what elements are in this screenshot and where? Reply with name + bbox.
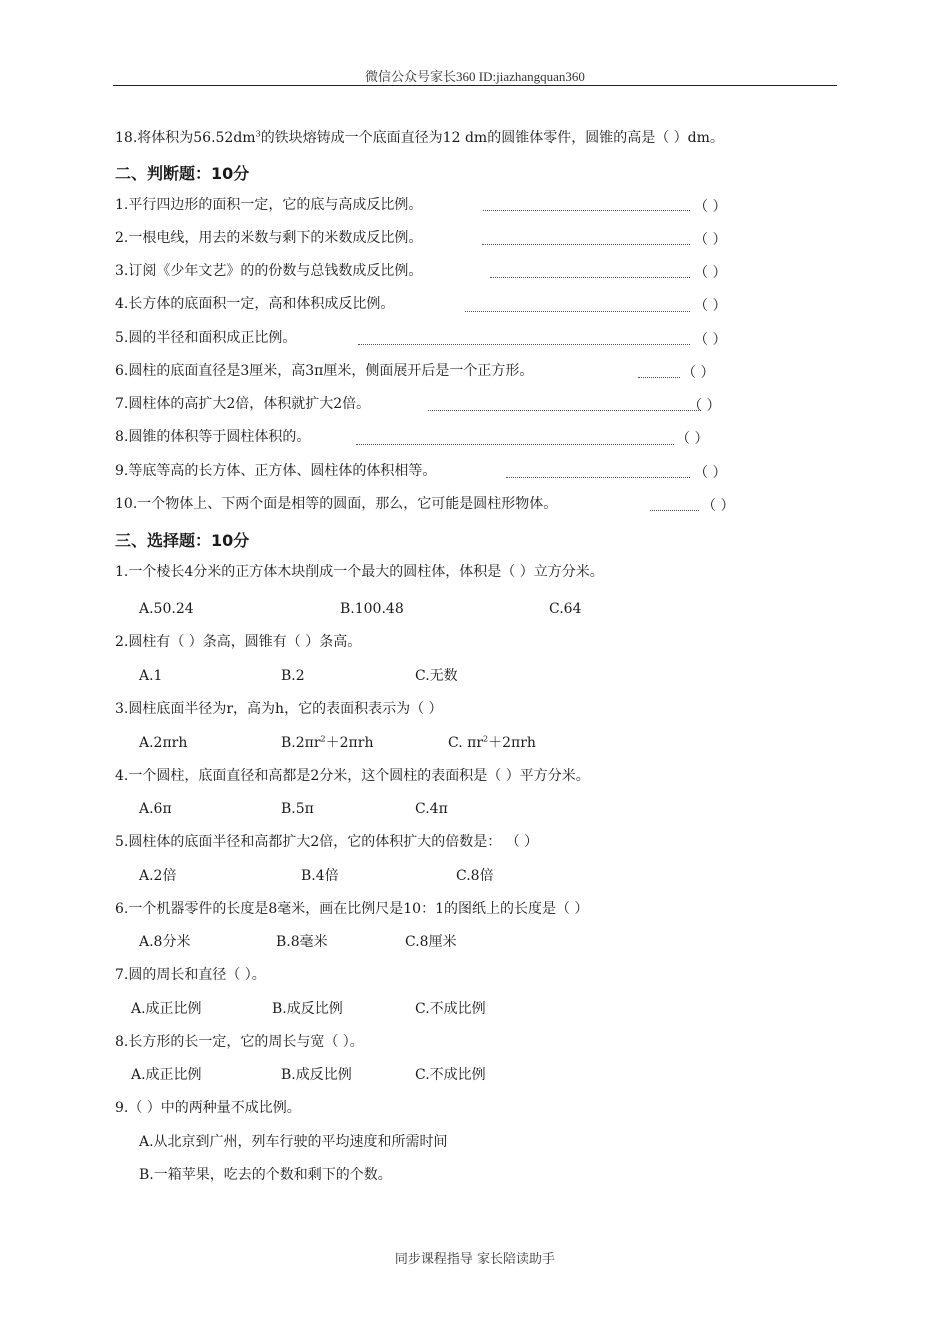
page-footer: 同步课程指导 家长陪读助手 (394, 1252, 556, 1267)
choice-question-6: 6.一个机器零件的长度是8毫米，画在比例尺是10：1的图纸上的长度是（ ） (115, 901, 589, 917)
choice-question-4: 4.一个圆柱，底面直径和高都是2分米，这个圆柱的表面积是（ ）平方分米。 (115, 768, 590, 784)
judge-paren-3[interactable]: （ ） (694, 265, 727, 281)
answer-line-9 (506, 477, 690, 478)
square-superscript-c: 2 (483, 734, 489, 744)
choice-2-option-b[interactable]: B.2 (281, 668, 305, 684)
choice-8-option-b[interactable]: B.成反比例 (281, 1067, 352, 1083)
judge-item-1: 1.平行四边形的面积一定，它的底与高成反比例。 (115, 197, 423, 213)
choice-8-option-c[interactable]: C.不成比例 (415, 1067, 486, 1083)
choice-7-option-b[interactable]: B.成反比例 (272, 1001, 343, 1017)
choice-question-8: 8.长方形的长一定，它的周长与宽（ ）。 (115, 1034, 364, 1050)
judge-item-9: 9.等底等高的长方体、正方体、圆柱体的体积相等。 (115, 463, 437, 479)
choice-8-option-a[interactable]: A.成正比例 (131, 1067, 202, 1083)
choice-7-option-c[interactable]: C.不成比例 (415, 1001, 486, 1017)
judge-item-4: 4.长方体的底面积一定，高和体积成反比例。 (115, 296, 395, 312)
choice-3-option-a[interactable]: A.2πrh (139, 735, 188, 751)
judge-item-6: 6.圆柱的底面直径是3厘米，高3π厘米，侧面展开后是一个正方形。 (115, 363, 534, 379)
judge-item-7: 7.圆柱体的高扩大2倍，体积就扩大2倍。 (115, 396, 371, 412)
choice-4-option-c[interactable]: C.4π (415, 801, 448, 817)
answer-line-8 (356, 444, 674, 445)
choice-5-option-b[interactable]: B.4倍 (301, 868, 339, 884)
answer-line-10 (650, 510, 699, 511)
judge-item-8: 8.圆锥的体积等于圆柱体积的。 (115, 429, 311, 445)
page-header: 微信公众号家长360 ID:jiazhangquan360 (365, 69, 585, 84)
question-18 (115, 129, 724, 147)
judge-item-10: 10.一个物体上、下两个面是相等的圆面，那么，它可能是圆柱形物体。 (115, 496, 558, 512)
answer-line-3 (490, 277, 690, 278)
choice-9-option-a[interactable]: A.从北京到广州，列车行驶的平均速度和所需时间 (139, 1134, 448, 1150)
judge-paren-6[interactable]: （ ） (682, 365, 715, 381)
choice-6-option-b[interactable]: B.8毫米 (276, 934, 328, 950)
answer-line-1 (483, 210, 690, 211)
choice-question-7: 7.圆的周长和直径（ ）。 (115, 967, 266, 983)
choice-3-option-c[interactable] (448, 734, 536, 752)
square-superscript-b: 2 (320, 734, 326, 744)
choice-question-2: 2.圆柱有（ ）条高，圆锥有（ ）条高。 (115, 634, 362, 650)
choice-question-9: 9.（ ）中的两种量不成比例。 (115, 1100, 301, 1116)
choice-1-option-a[interactable]: A.50.24 (139, 601, 194, 617)
judge-paren-7[interactable]: （ ） (688, 398, 721, 414)
answer-line-6 (638, 377, 680, 378)
choice-1-option-c[interactable]: C.64 (549, 601, 582, 617)
choice-2-option-a[interactable]: A.1 (139, 668, 163, 684)
choice-6-option-c[interactable]: C.8厘米 (405, 934, 457, 950)
choice-6-option-a[interactable]: A.8分米 (139, 934, 191, 950)
judge-paren-8[interactable]: （ ） (676, 431, 709, 447)
question-18-post: 的铁块熔铸成一个底面直径为12 dm的圆锥体零件，圆锥的高是（ ）dm。 (260, 130, 724, 146)
judge-paren-5[interactable]: （ ） (694, 332, 727, 348)
choice-3-option-c-post: ＋2πrh (488, 735, 536, 751)
choice-question-5: 5.圆柱体的底面半径和高都扩大2倍，它的体积扩大的倍数是： （ ） (115, 834, 539, 850)
choice-3-option-b-pre: B.2πr (281, 735, 321, 751)
judge-paren-2[interactable]: （ ） (694, 232, 727, 248)
judge-item-3: 3.订阅《少年文艺》的的份数与总钱数成反比例。 (115, 263, 423, 279)
question-18-pre: 18.将体积为56.52dm (115, 130, 256, 146)
cube-superscript: 3 (255, 129, 261, 139)
judge-paren-4[interactable]: （ ） (694, 298, 727, 314)
choice-3-option-c-pre: C. πr (448, 735, 484, 751)
choice-4-option-b[interactable]: B.5π (281, 801, 314, 817)
judge-paren-1[interactable]: （ ） (694, 199, 727, 215)
judge-paren-10[interactable]: （ ） (702, 498, 735, 514)
choice-7-option-a[interactable]: A.成正比例 (131, 1001, 202, 1017)
choice-9-option-b[interactable]: B.一箱苹果，吃去的个数和剩下的个数。 (139, 1167, 392, 1183)
judge-paren-9[interactable]: （ ） (694, 465, 727, 481)
choice-4-option-a[interactable]: A.6π (139, 801, 172, 817)
header-rule (113, 85, 837, 86)
answer-line-5 (358, 344, 690, 345)
section-choice-title: 三、选择题：10分 (115, 531, 250, 550)
choice-5-option-a[interactable]: A.2倍 (139, 868, 177, 884)
choice-2-option-c[interactable]: C.无数 (415, 668, 458, 684)
choice-3-option-b-post: ＋2πrh (325, 735, 374, 751)
choice-question-1: 1.一个棱长4分米的正方体木块削成一个最大的圆柱体，体积是（ ）立方分米。 (115, 564, 604, 580)
answer-line-7 (428, 410, 701, 411)
judge-item-5: 5.圆的半径和面积成正比例。 (115, 330, 297, 346)
choice-1-option-b[interactable]: B.100.48 (340, 601, 404, 617)
answer-line-2 (482, 244, 690, 245)
judge-item-2: 2.一根电线，用去的米数与剩下的米数成反比例。 (115, 230, 423, 246)
choice-5-option-c[interactable]: C.8倍 (456, 868, 494, 884)
choice-question-3: 3.圆柱底面半径为r，高为h，它的表面积表示为（ ） (115, 701, 443, 717)
section-judge-title: 二、判断题：10分 (115, 164, 250, 183)
choice-3-option-b[interactable] (281, 734, 373, 752)
answer-line-4 (465, 311, 690, 312)
